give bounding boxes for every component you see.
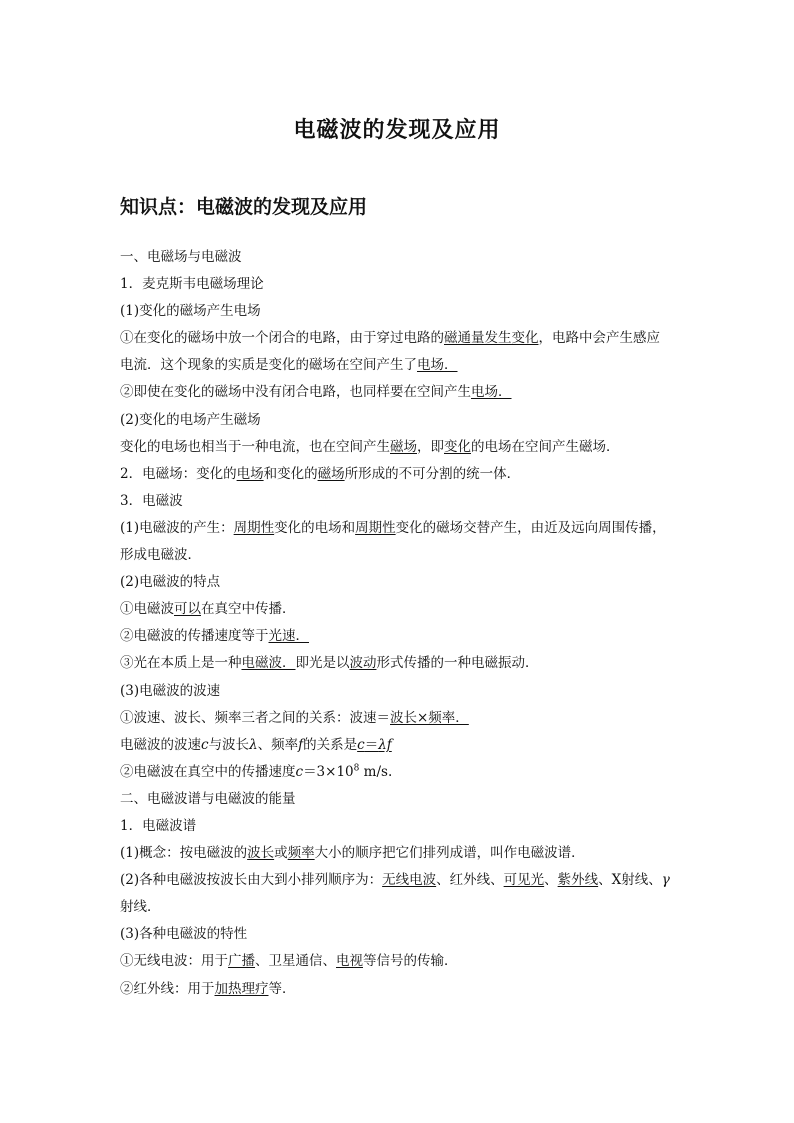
text-segment: ①无线电波：用于: [120, 953, 228, 970]
text-segment: (3)电磁波的波速: [120, 682, 221, 699]
text-segment: 一、电磁场与电磁波: [120, 249, 242, 265]
underlined-term: ＝: [364, 736, 379, 753]
underlined-term: 变化: [444, 438, 471, 455]
underlined-term: 电磁波．: [241, 655, 296, 672]
text-segment: ＝3×10: [303, 763, 354, 780]
underlined-term: 无线电波: [382, 872, 437, 889]
text-line: [120, 434, 700, 461]
underlined-term: 波长: [247, 845, 275, 862]
text-segment: (2)各种电磁波按波长由大到小排列顺序为：: [120, 872, 383, 889]
text-segment: ①电磁波: [120, 601, 174, 618]
text-segment: (3)各种电磁波的特性: [120, 926, 248, 943]
underlined-term: 磁场: [390, 438, 417, 455]
text-segment: ①波速、波长、频率三者之间的关系：波速＝: [120, 709, 390, 726]
underlined-term: 电场．: [471, 384, 512, 401]
text-segment: 形式传播的一种电磁振动．: [376, 655, 539, 672]
underlined-term: 广播: [228, 953, 255, 970]
underlined-term: 电视: [336, 953, 363, 970]
body-text: [120, 244, 700, 1003]
text-segment: ③光在本质上是一种: [120, 655, 242, 672]
text-segment: c: [201, 736, 209, 753]
underlined-term: 紫外线: [557, 872, 599, 889]
text-segment: ②电磁波的传播速度等于: [120, 628, 269, 645]
text-line: [120, 759, 700, 786]
text-segment: λ: [249, 736, 258, 753]
underlined-term: 可见光: [503, 872, 545, 889]
text-segment: ，电路中会产生感应: [538, 330, 660, 347]
text-segment: 二、电磁波谱与电磁波的能量: [120, 790, 296, 807]
text-segment: 、X射线、: [598, 872, 662, 889]
text-segment: 形成电磁波．: [120, 547, 201, 564]
text-segment: ②即使在变化的磁场中没有闭合电路，也同样要在空间产生: [120, 384, 471, 401]
text-segment: 、红外线、: [436, 872, 504, 889]
text-segment: 的电场在空间产生磁场．: [471, 438, 620, 455]
text-segment: 的关系是: [303, 736, 358, 753]
underlined-term: c: [357, 736, 365, 753]
text-segment: 变化的电场也相当于一种电流，也在空间产生: [120, 438, 390, 455]
text-segment: 与波长: [208, 736, 250, 753]
text-segment: 变化的磁场交替产生，由近及远向周围传播，: [395, 519, 666, 536]
underlined-term: 可以: [174, 601, 201, 618]
text-line: [120, 732, 700, 759]
text-line: [120, 569, 700, 596]
text-segment: 或: [274, 845, 288, 862]
text-segment: 即光是以: [295, 655, 350, 672]
underlined-term: 周期性: [355, 519, 396, 536]
text-segment: γ: [661, 872, 670, 889]
text-line: [120, 298, 700, 325]
text-line: [120, 976, 700, 1003]
text-line: [120, 705, 700, 732]
underlined-term: 磁通量发生变化: [444, 330, 539, 347]
text-segment: 、频率: [257, 736, 299, 753]
underlined-term: 电场．: [417, 357, 458, 374]
text-segment: (2)变化的电场产生磁场: [120, 411, 261, 428]
text-segment: 变化的电场和: [274, 519, 356, 536]
text-line: [120, 488, 700, 515]
page-title: 电磁波的发现及应用: [293, 118, 501, 143]
text-segment: 所形成的不可分割的统一体．: [344, 465, 521, 482]
text-line: [120, 921, 700, 948]
text-segment: 1．麦克斯韦电磁场理论: [120, 276, 264, 293]
text-segment: 8: [353, 763, 360, 774]
underlined-term: 磁场: [317, 465, 345, 482]
text-line: [120, 244, 700, 271]
text-segment: 电磁波的波速: [120, 736, 201, 753]
text-segment: 3．电磁波: [120, 492, 183, 509]
text-segment: ①在变化的磁场中放一个闭合的电路，由于穿过电路的: [120, 330, 444, 347]
text-line: [120, 867, 700, 894]
underlined-term: λf: [378, 736, 392, 753]
underlined-term: 频率: [287, 845, 315, 862]
text-segment: (1)概念：按电磁波的: [120, 845, 248, 862]
text-segment: 电流．这个现象的实质是变化的磁场在空间产生了: [120, 357, 417, 374]
section-heading: 知识点：电磁波的发现及应用: [120, 196, 368, 218]
text-segment: 和变化的: [263, 465, 318, 482]
underlined-term: 光速．: [268, 628, 309, 645]
underlined-term: 波动: [349, 655, 377, 672]
text-line: [120, 840, 700, 867]
text-line: [120, 813, 700, 840]
text-line: [120, 271, 700, 298]
text-line: [120, 678, 700, 705]
text-segment: f: [298, 736, 304, 753]
text-line: [120, 325, 700, 352]
text-segment: ②红外线：用于: [120, 980, 215, 997]
text-segment: (2)电磁波的特点: [120, 574, 221, 591]
text-segment: m/s.: [359, 763, 393, 780]
text-segment: 大小的顺序把它们排列成谱，叫作电磁波谱．: [314, 845, 585, 862]
text-segment: 等信号的传输．: [363, 953, 458, 970]
text-line: [120, 379, 700, 406]
underlined-term: 加热理疗: [214, 980, 269, 997]
text-segment: 2．电磁场：变化的: [120, 465, 237, 482]
text-line: [120, 596, 700, 623]
text-line: [120, 542, 700, 569]
text-line: [120, 786, 700, 813]
underlined-term: 周期性: [233, 519, 275, 536]
text-line: [120, 894, 700, 921]
text-line: [120, 461, 700, 488]
text-line: [120, 650, 700, 677]
text-segment: 1．电磁波谱: [120, 817, 197, 834]
text-line: [120, 515, 700, 542]
underlined-term: 波长×频率．: [390, 709, 469, 726]
text-segment: 、卫星通信、: [255, 953, 336, 970]
text-line: [120, 352, 700, 379]
text-segment: 等．: [268, 980, 296, 997]
text-segment: 射线．: [120, 899, 161, 916]
text-segment: 在真空中传播．: [201, 601, 296, 618]
text-segment: ②电磁波在真空中的传播速度: [120, 763, 296, 780]
text-segment: c: [295, 763, 304, 780]
text-segment: (1)电磁波的产生：: [120, 519, 234, 536]
text-line: [120, 948, 700, 975]
text-segment: (1)变化的磁场产生电场: [120, 303, 261, 320]
text-line: [120, 407, 700, 434]
text-segment: ，即: [417, 438, 444, 455]
text-line: [120, 623, 700, 650]
text-segment: 、: [544, 872, 558, 889]
underlined-term: 电场: [236, 465, 264, 482]
